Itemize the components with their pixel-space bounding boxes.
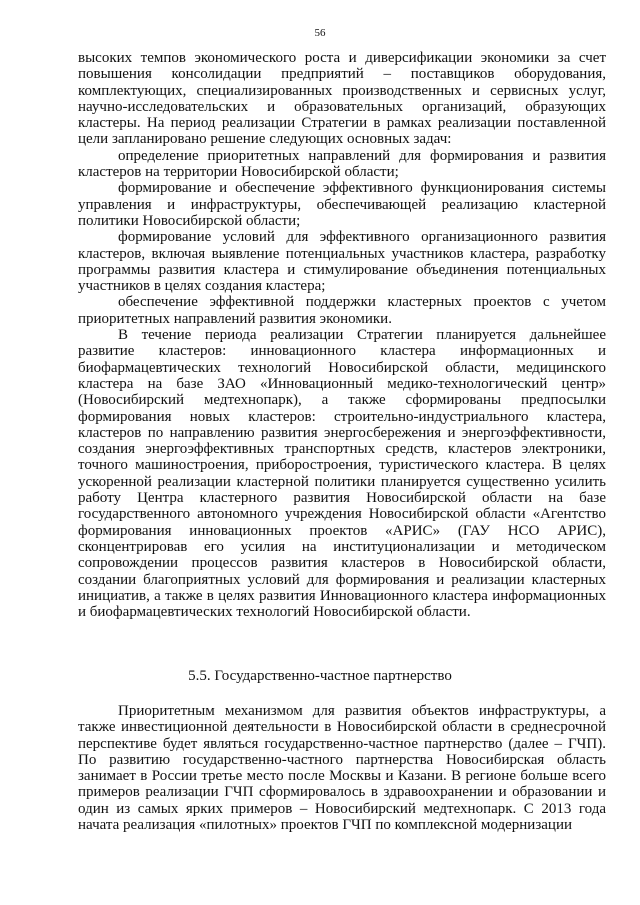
paragraph-continuation: высоких темпов экономического роста и диверсификации экономики за счет повышения консолидации предприятий – поставщиков оборудования, комплектующих, специализированных производственных и сервисных услуг, научно-исследовательских и образовательных организаций, образующих кластеры. На период реализации Стратегии в рамках реализации поставленной цели запланировано решение следующих основных задач: <box>78 50 606 148</box>
paragraph-cluster-development: В течение периода реализации Стратегии планируется дальнейшее развитие кластеров: инновационного кластера информационных и биофармацевтических технологий Новосибирской области, медицинского кластера на базе ЗАО «Инновационный медико-технологический центр» (Новосибирский медтехнопарк), а также сформированы предпосылки формирования новых кластеров: строительно-индустриального кластера, кластеров по направлению развития энергосбережения и энергоэффективности, создания энергоэффективных транспортных средств, кластеров электроники, точного машиностроения, приборостроения, туристического кластера. В целях ускоренной реализации кластерной политики планируется существенно усилить работу Центра кластерного развития Новосибирской области на базе государственного автономного учреждения Новосибирской области «Агентство формирования инновационных проектов «АРИС» (ГАУ НСО АРИС), сконцентрировав его усилия на институционализации и методическом сопровождении процессов развития кластеров в Новосибирской области, создании благоприятных условий для формирования и реализации кластерных инициатив, а также в целях развития Инновационного кластера информационных и биофармацевтических технологий Новосибирской области. <box>78 327 606 621</box>
task-item-2: формирование и обеспечение эффективного функционирования системы управления и инфраструктуры, обеспечивающей реализацию кластерной политики Новосибирской области; <box>78 180 606 229</box>
paragraph-ppp: Приоритетным механизмом для развития объектов инфраструктуры, а также инвестиционной деятельности в Новосибирской области в среднесрочной перспективе будет являться государственно-частное партнерство (далее – ГЧП). По развитию государственно-частного партнерства Новосибирская область занимает в России третье место после Москвы и Казани. В регионе больше всего примеров реализации ГЧП сформировалось в здравоохранении и образовании и один из самых ярких примеров – Новосибирский медтехнопарк. С 2013 года начата реализация «пилотных» проектов ГЧП по комплексной модернизации <box>78 703 606 834</box>
task-item-3: формирование условий для эффективного организационного развития кластеров, включая выявление потенциальных участников кластера, разработку программы развития кластера и стимулирование объединения потенциальных участников в целях создания кластера; <box>78 229 606 295</box>
task-item-4: обеспечение эффективной поддержки кластерных проектов с учетом приоритетных направлений развития экономики. <box>78 294 606 327</box>
body-text-after-heading <box>78 703 606 833</box>
body-text-before-heading <box>78 50 606 620</box>
task-item-1: определение приоритетных направлений для формирования и развития кластеров на территории Новосибирской области; <box>78 147 606 181</box>
section-heading: 5.5. Государственно-частное партнерство <box>188 668 452 684</box>
page-number: 56 <box>314 27 326 39</box>
